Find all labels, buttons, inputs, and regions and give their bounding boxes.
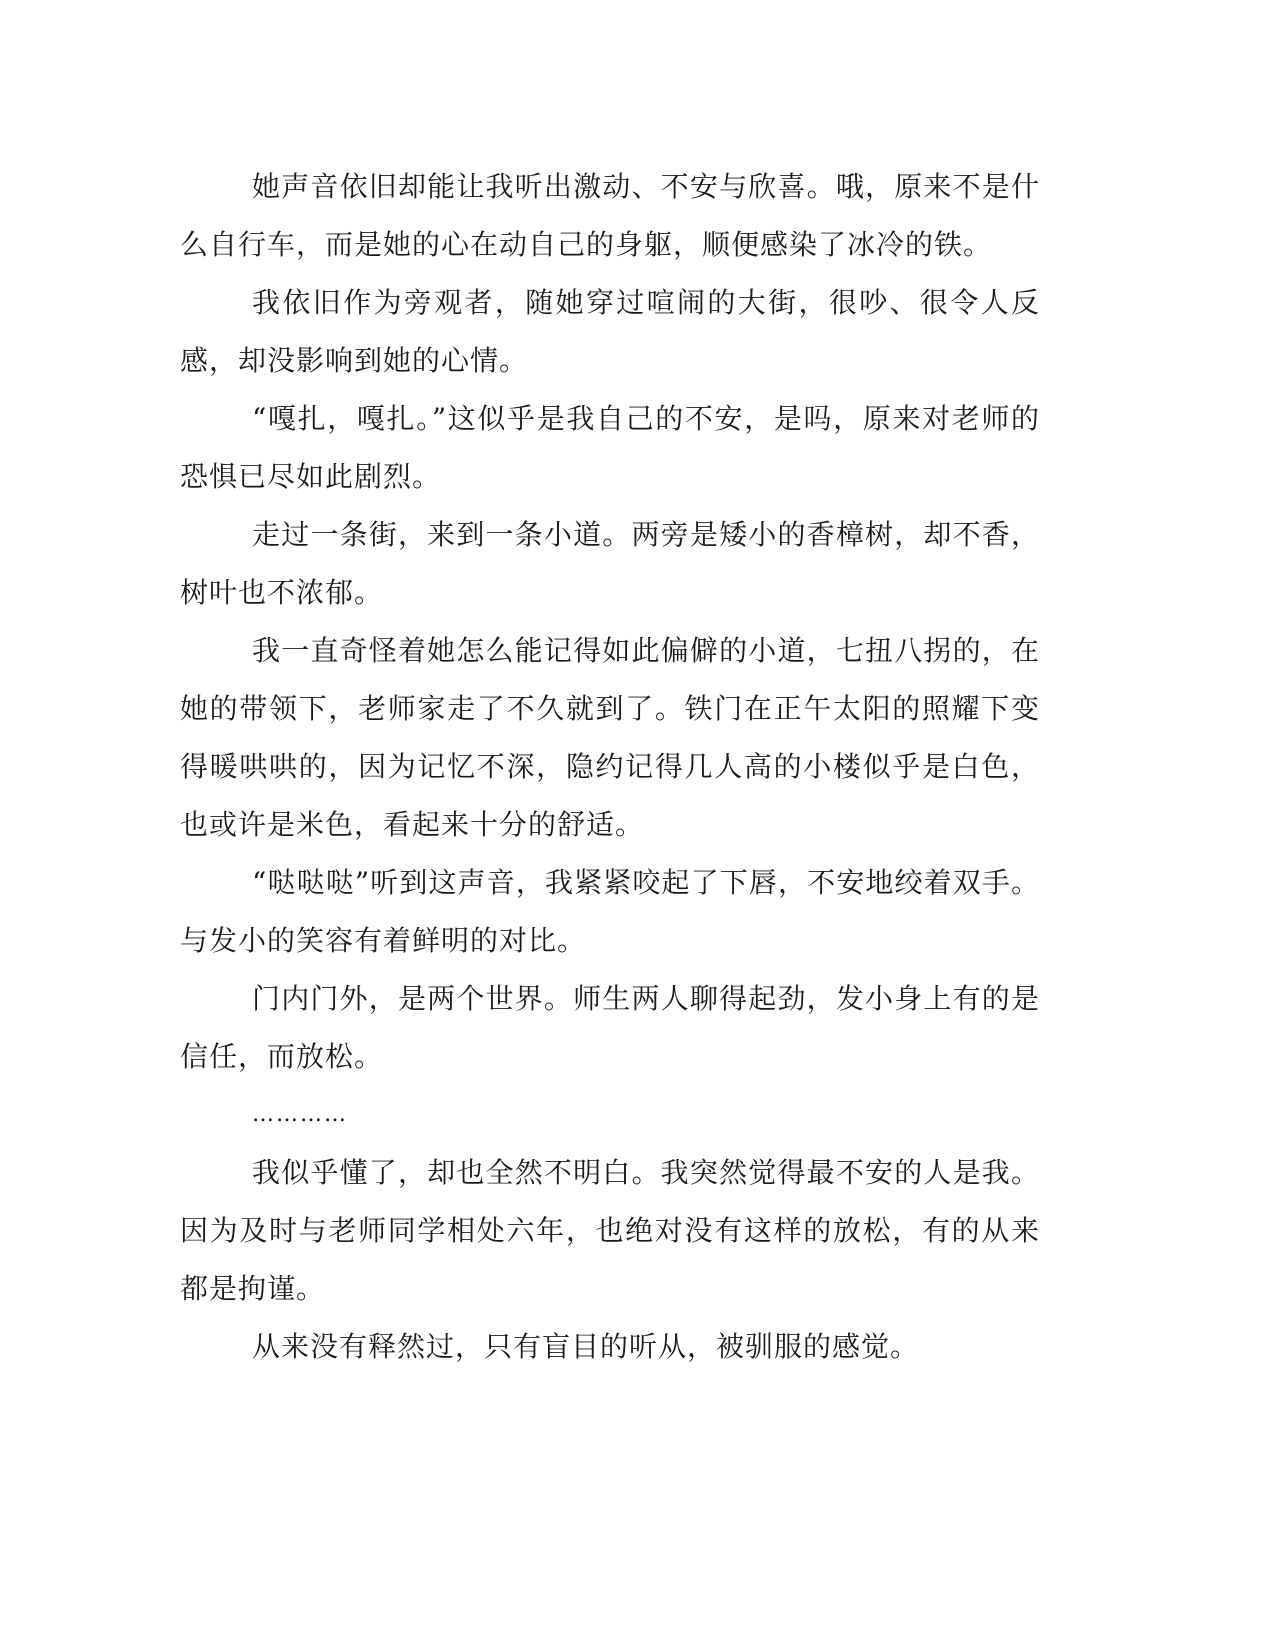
paragraph-4: 走过一条街，来到一条小道。两旁是矮小的香樟树，却不香，树叶也不浓郁。 (180, 518, 1040, 609)
paragraph-8: 我似乎懂了，却也全然不明白。我突然觉得最不安的人是我。因为及时与老师同学相处六年，也绝对没有这样的放松，有的从来都是拘谨。 (180, 1156, 1040, 1305)
paragraph-6: “哒哒哒”听到这声音，我紧紧咬起了下唇，不安地绞着双手。与发小的笑容有着鲜明的对比。 (180, 866, 1040, 957)
paragraph-3: “嘎扎，嘎扎。”这似乎是我自己的不安，是吗，原来对老师的恐惧已尽如此剧烈。 (180, 402, 1040, 493)
paragraph-5: 我一直奇怪着她怎么能记得如此偏僻的小道，七扭八拐的，在她的带领下，老师家走了不久就到了。铁门在正午太阳的照耀下变得暖哄哄的，因为记忆不深，隐约记得几人高的小楼似乎是白色，也或许是米色，看起来十分的舒适。 (180, 634, 1040, 841)
paragraph-9: 从来没有释然过，只有盲目的听从，被驯服的感觉。 (252, 1330, 920, 1363)
section-ellipsis: ………… (252, 1102, 348, 1127)
paragraph-1: 她声音依旧却能让我听出激动、不安与欣喜。哦，原来不是什么自行车，而是她的心在动自己的身躯，顺便感染了冰冷的铁。 (180, 170, 1040, 261)
paragraph-2: 我依旧作为旁观者，随她穿过喧闹的大街，很吵、很令人反感，却没影响到她的心情。 (180, 286, 1040, 377)
paragraph-7: 门内门外，是两个世界。师生两人聊得起劲，发小身上有的是信任，而放松。 (180, 982, 1040, 1073)
document-body (180, 158, 1040, 1376)
